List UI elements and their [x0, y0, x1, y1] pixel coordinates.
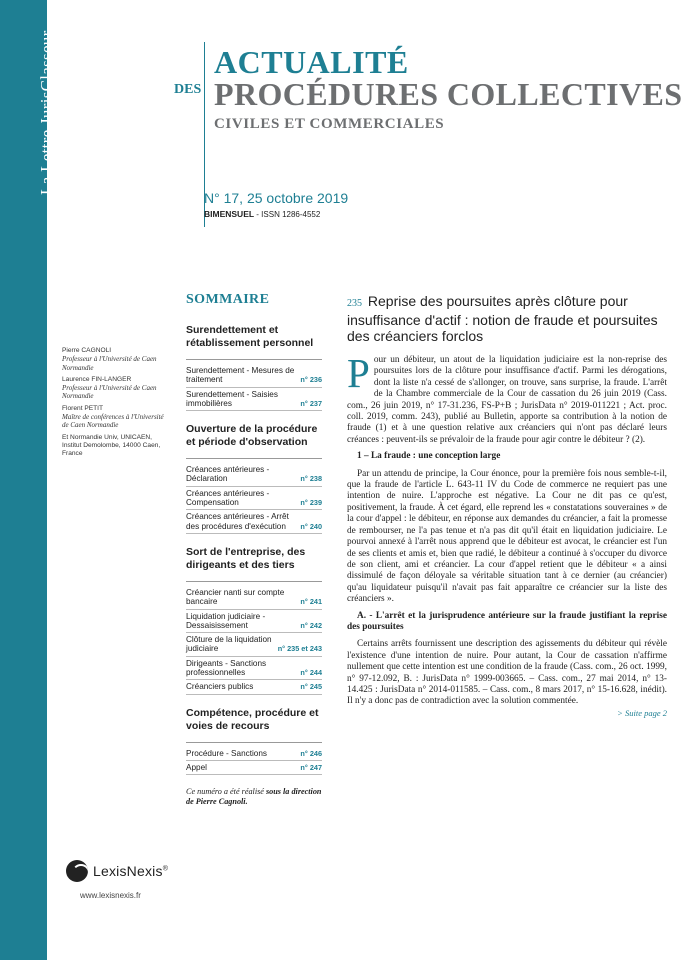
toc-entry[interactable]	[186, 761, 322, 775]
toc-entry-label: Liquidation judiciaire - Dessaisissement	[186, 611, 266, 630]
sommaire-title: SOMMAIRE	[186, 292, 270, 307]
logo-text	[93, 863, 168, 879]
title-des: DES	[174, 82, 202, 97]
toc-entry-label: Créanciers publics	[186, 682, 254, 692]
author-role: Professeur à l'Université de Caen Normandie	[62, 384, 157, 401]
article-body	[347, 350, 667, 719]
lexisnexis-logo	[66, 860, 168, 882]
article-paragraph: our un débiteur, un atout de la liquidation judiciaire est la non-reprise des poursuites lors de la clôture pour insuffisance d'actif. Parmi les dérogations, dont la liste n'a cessé de s'allonger, on trouve, sans surprise, la fraude. L'arrêt de la Chambre commerciale de la Cour de cassation du 26 juin 2019 (Cass. com., 26 juin 2019, n° 17-31.236, FS-P+B ; JurisData n° 2019-011221 ; Act. proc. coll. 2019, comm. 243), publié au Bulletin, apporte sa contribution à la notion de fraude (1) et à une question relative aux créanciers qui n'ont pas déclaré leurs créances : peuvent-ils se prévaloir de la fraude pour agir contre le débiteur ? (2).	[347, 355, 667, 445]
title-actualite: ACTUALITÉ	[214, 44, 409, 80]
toc-section-heading: Surendettement et rétablissement personnel	[186, 324, 322, 360]
toc-entry[interactable]	[186, 610, 322, 634]
registered-mark: ®	[162, 865, 169, 873]
website-url[interactable]: www.lexisnexis.fr	[80, 891, 141, 900]
toc-entry-number: n° 236	[300, 375, 322, 385]
toc-entry-label: Créances antérieures - Déclaration	[186, 465, 270, 484]
toc-entry-label: Appel	[186, 762, 207, 772]
toc-entry[interactable]	[186, 463, 322, 487]
toc-section	[186, 546, 322, 695]
toc-entry-number: n° 245	[300, 682, 322, 692]
toc-section	[186, 324, 322, 411]
article-paragraph: Certains arrêts fournissent une description des agissements du débiteur qui révèle l'existence d'une intention de nuire. Pour autant, la Cour de cassation n'affirme nullement que cette intention est une condition de la fraude (Cass. com., 26 oct. 1999, n° 97-12.092, B. : JurisData n° 1999-003665. – Cass. com., 27 mai 2014, n° 13-14.425 : JurisData n° 2014-011585. – Cass. com., 8 mars 2017, n° 15-16.628, inédit). Il n'y a donc pas de contradiction avec la solution commentée.	[347, 639, 667, 707]
article-title: Reprise des poursuites après clôture pour insuffisance d'actif : notion de fraude et poursuites des créanciers forclos	[347, 293, 658, 344]
toc-entry-label: Surendettement - Saisies immobilières	[186, 389, 278, 408]
editorial-note	[186, 787, 322, 807]
toc-section-heading: Sort de l'entreprise, des dirigeants et des tiers	[186, 546, 322, 582]
toc-entry[interactable]	[186, 364, 322, 388]
author-role: Professeur à l'Université de Caen Normandie	[62, 355, 157, 372]
toc-entry-label: Créances antérieures - Arrêt des procédures d'exécution	[186, 512, 289, 531]
toc-entry[interactable]	[186, 633, 322, 657]
issn: - ISSN 1286-4552	[254, 210, 321, 219]
author	[62, 376, 170, 401]
toc-entry-label: Clôture de la liquidation judiciaire	[186, 635, 272, 654]
toc-entry[interactable]	[186, 680, 322, 694]
drop-cap: P	[347, 350, 370, 396]
toc-entry[interactable]	[186, 657, 322, 681]
article-number: 235	[347, 298, 362, 309]
toc-section	[186, 707, 322, 776]
toc-entry-number: n° 241	[300, 597, 322, 607]
toc-entry-number: n° 242	[300, 620, 322, 630]
toc-entry[interactable]	[186, 388, 322, 412]
table-of-contents	[186, 292, 322, 807]
side-band	[0, 0, 56, 960]
article-subheading: 1 – La fraude : une conception large	[357, 451, 501, 462]
periodicity	[204, 209, 320, 219]
toc-entry-number: n° 247	[300, 762, 322, 772]
toc-entry-number: n° 239	[300, 498, 322, 508]
lexisnexis-logo-icon	[66, 860, 88, 882]
toc-entry-number: n° 246	[300, 748, 322, 758]
author-institution	[62, 434, 170, 459]
toc-entry-number: n° 235 et 243	[277, 644, 322, 654]
institution-address: Et Normandie Univ, UNICAEN, Institut Demolombe, 14000 Caen, France	[62, 433, 161, 458]
toc-entry-label: Créances antérieures - Compensation	[186, 488, 270, 508]
toc-entry-number: n° 238	[300, 474, 322, 484]
toc-section-heading: Compétence, procédure et voies de recours	[186, 707, 322, 743]
author	[62, 347, 170, 372]
title-procedures-collectives: PROCÉDURES COLLECTIVES	[214, 76, 683, 112]
toc-section	[186, 423, 322, 534]
editorial-note-text: Ce numéro a été réalisé	[186, 787, 266, 797]
title-civiles-commerciales: CIVILES ET COMMERCIALES	[214, 116, 445, 132]
toc-section-heading: Ouverture de la procédure et période d'observation	[186, 423, 322, 459]
author	[62, 405, 170, 430]
toc-entry-number: n° 237	[300, 398, 322, 408]
publication-name: La Lettre JurisClasseur	[37, 30, 56, 195]
author-role: Maître de conférences à l'Université de Caen Normandie	[62, 413, 164, 430]
editorial-note-director: sous la direction de Pierre Cagnoli.	[186, 787, 322, 807]
toc-entry-label: Créancier nanti sur compte bancaire	[186, 587, 285, 607]
frequency: BIMENSUEL	[204, 209, 255, 219]
author-name: Laurence FIN-LANGER	[62, 375, 132, 383]
toc-entry[interactable]	[186, 510, 322, 534]
author-name: Pierre CAGNOLI	[62, 347, 112, 354]
toc-entry[interactable]	[186, 586, 322, 610]
continued-link[interactable]: > Suite page 2	[617, 707, 667, 718]
toc-entry[interactable]	[186, 487, 322, 511]
article-subheading: A. - L'arrêt et la jurisprudence antérieure sur la fraude justifiant la reprise des poursuites	[347, 610, 667, 632]
toc-entry-label: Procédure - Sanctions	[186, 748, 268, 758]
toc-entry-number: n° 244	[300, 668, 322, 678]
toc-entry-label: Dirigeants - Sanctions professionnelles	[186, 658, 267, 678]
lead-article	[347, 293, 667, 719]
logo-brand: LexisNexis	[93, 863, 163, 879]
authors-list	[62, 347, 170, 463]
author-name: Florent PETIT	[62, 404, 104, 412]
toc-entry-label: Surendettement - Mesures de traitement	[186, 366, 295, 385]
article-heading	[347, 293, 667, 344]
toc-entry-number: n° 240	[300, 521, 322, 531]
article-paragraph: Par un attendu de principe, la Cour énonce, pour la première fois nous semble-t-il, que la fraude de l'article L. 643-11 IV du Code de commerce ne requiert pas une intention de nuire. L'approche est négative. La Cour ne dit pas ce qu'est, positivement, la fraude. À cet égard, elle reprend les « constatations souveraines » de la cour d'appel : le débiteur, en réponse aux demandes du créancier, a fait la promesse de rembourser, ne l'a pas tenue et n'a pas dit qu'il était en liquidation judiciaire. Le pourvoi annexé à l'arrêt nous apprend que le débiteur est avocat, le créancier est l'un de ses clients et amis et, bien que radié, le débiteur a continué à s'occuper du divorce de son client, ami et créancier. La cour d'appel retient que le débiteur « a ainsi dissimulé de façon déloyale sa véritable situation tant à ce dernier (au créancier) qu'au liquidateur puisqu'il n'avait pas fait apparaître ce créancier sur la liste des créanciers ».	[347, 468, 667, 605]
issue-number-date: N° 17, 25 octobre 2019	[204, 190, 349, 206]
toc-entry[interactable]	[186, 747, 322, 761]
